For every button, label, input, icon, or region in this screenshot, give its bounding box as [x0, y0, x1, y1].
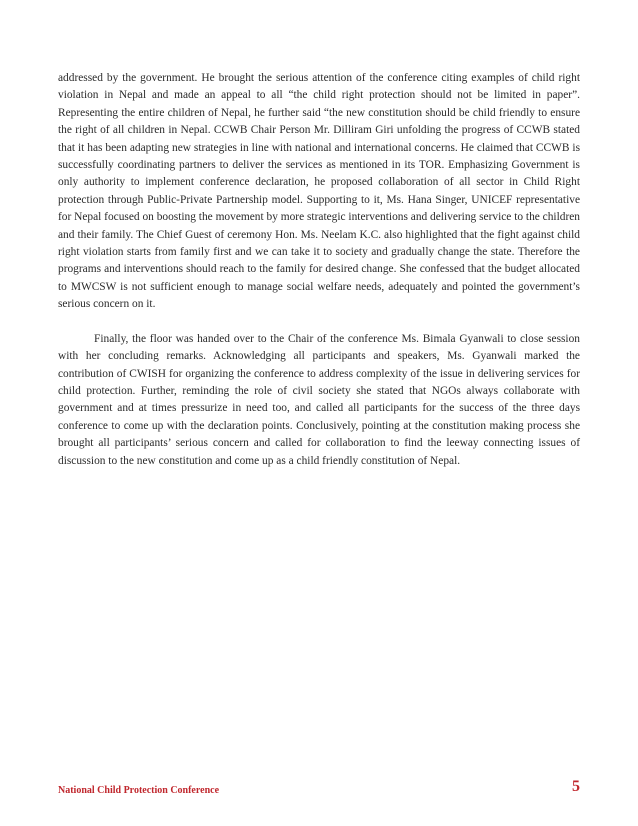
footer-title: National Child Protection Conference [58, 785, 220, 796]
paragraph-speeches: addressed by the government. He brought the serious attention of the conference citing examples of child right violation in Nepal and made an appeal to all “the child right protection should not be limited in paper”. Representing the entire children of Nepal, he further said “the new constitution should be child friendly to ensure the right of all children in Nepal. CCWB Chair Person Mr. Dilliram Giri unfolding the progress of CCWB stated that it has been adapting new strategies in line with national and international concerns. He claimed that CCWB is successfully coordinating partners to deliver the services as mentioned in its TOR. Emphasizing Government is only authority to implement conference declaration, he proposed collaboration of all sector in Child Right protection through Public-Private Partnership model. Supporting to it, Ms. Hana Singer, UNICEF representative for Nepal focused on boosting the movement by more strategic interventions and delivering service to the children and their family. The Chief Guest of ceremony Hon. Ms. Neelam K.C. also highlighted that the fight against child right violation starts from family first and we can take it to society and gradually change the state. Therefore the programs and interventions should reach to the family for desired change. She confessed that the budget allocated to MWCSW is not sufficient enough to manage social welfare needs, adequately and pointed the government’s serious concern on it. [58, 72, 580, 311]
body-text [58, 70, 580, 470]
paragraph-closing-session: Finally, the floor was handed over to the Chair of the conference Ms. Bimala Gyanwali to close session with her concluding remarks. Acknowledging all participants and speakers, Ms. Gyanwali marked the contribution of CWISH for organizing the conference to address complexity of the issue in delivering services for child protection. Further, reminding the role of civil society she stated that NGOs always collaborate with government and at times pressurize in need too, and called all participants for the success of the three days conference to come up with the declaration points. Conclusively, pointing at the constitution making process she brought all participants’ serious concern and called for collaboration to find the leeway connecting issues of discussion to the new constitution and come up as a child friendly constitution of Nepal. [58, 332, 580, 467]
page-number: 5 [572, 778, 580, 795]
